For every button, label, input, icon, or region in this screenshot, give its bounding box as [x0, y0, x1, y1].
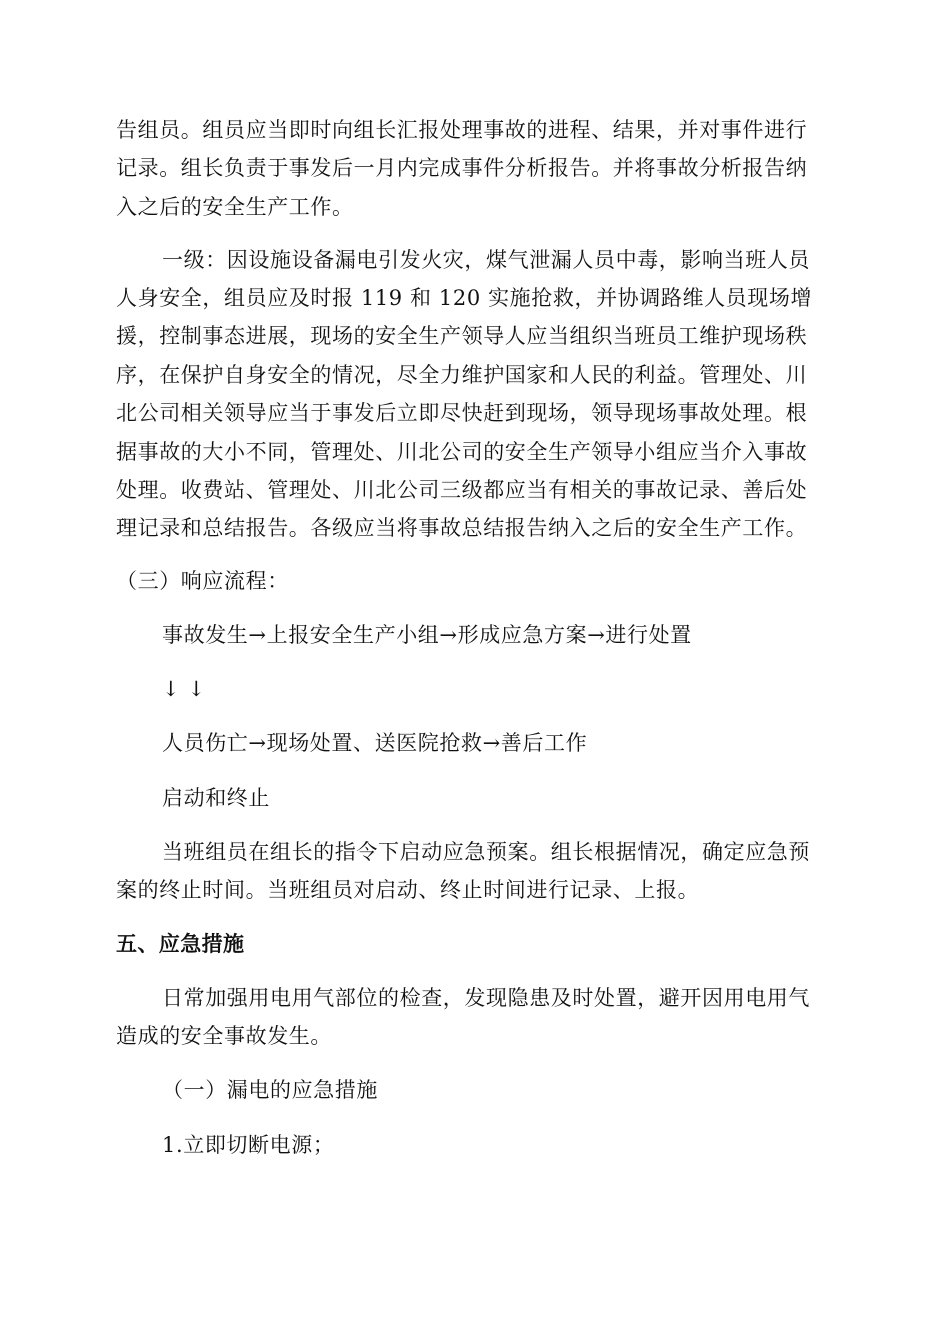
subsection-heading: （一）漏电的应急措施 [162, 1078, 378, 1102]
paragraph-line: 造成的安全事故发生。 [116, 1024, 332, 1048]
paragraph-line: 人身安全，组员应及时报 119 和 120 实施抢救，并协调路维人员现场增 [116, 286, 813, 310]
paragraph-line: 案的终止时间。当班组员对启动、终止时间进行记录、上报。 [116, 878, 700, 902]
paragraph-line: 援，控制事态进展，现场的安全生产领导人应当组织当班员工维护现场秩 [116, 324, 808, 348]
start-stop-heading: 启动和终止 [162, 786, 270, 810]
paragraph-line: 处理。收费站、管理处、川北公司三级都应当有相关的事故记录、善后处 [116, 478, 808, 502]
paragraph-line: 北公司相关领导应当于事发后立即尽快赶到现场，领导现场事故处理。根 [116, 401, 808, 425]
paragraph-line: 一级：因设施设备漏电引发火灾，煤气泄漏人员中毒，影响当班人员 [162, 248, 810, 272]
list-item: 1.立即切断电源； [162, 1133, 335, 1157]
paragraph-line: 入之后的安全生产工作。 [116, 195, 354, 219]
paragraph-line: 告组员。组员应当即时向组长汇报处理事故的进程、结果，并对事件进行 [116, 118, 808, 142]
paragraph-line: 记录。组长负责于事发后一月内完成事件分析报告。并将事故分析报告纳 [116, 156, 808, 180]
section-heading: 五、应急措施 [116, 932, 245, 956]
paragraph-line: 日常加强用电用气部位的检查，发现隐患及时处置，避开因用电用气 [162, 986, 810, 1010]
paragraph-line: 序，在保护自身安全的情况，尽全力维护国家和人民的利益。管理处、川 [116, 363, 808, 387]
paragraph-line: 据事故的大小不同，管理处、川北公司的安全生产领导小组应当介入事故 [116, 440, 808, 464]
paragraph-line: 当班组员在组长的指令下启动应急预案。组长根据情况，确定应急预 [162, 840, 810, 864]
flow-line-1: 事故发生→上报安全生产小组→形成应急方案→进行处置 [162, 623, 692, 647]
flow-arrows: ↓ ↓ [162, 677, 206, 701]
flow-line-2: 人员伤亡→现场处置、送医院抢救→善后工作 [162, 731, 588, 755]
paragraph-line: 理记录和总结报告。各级应当将事故总结报告纳入之后的安全生产工作。 [116, 516, 808, 540]
flow-heading: （三）响应流程： [116, 569, 289, 593]
